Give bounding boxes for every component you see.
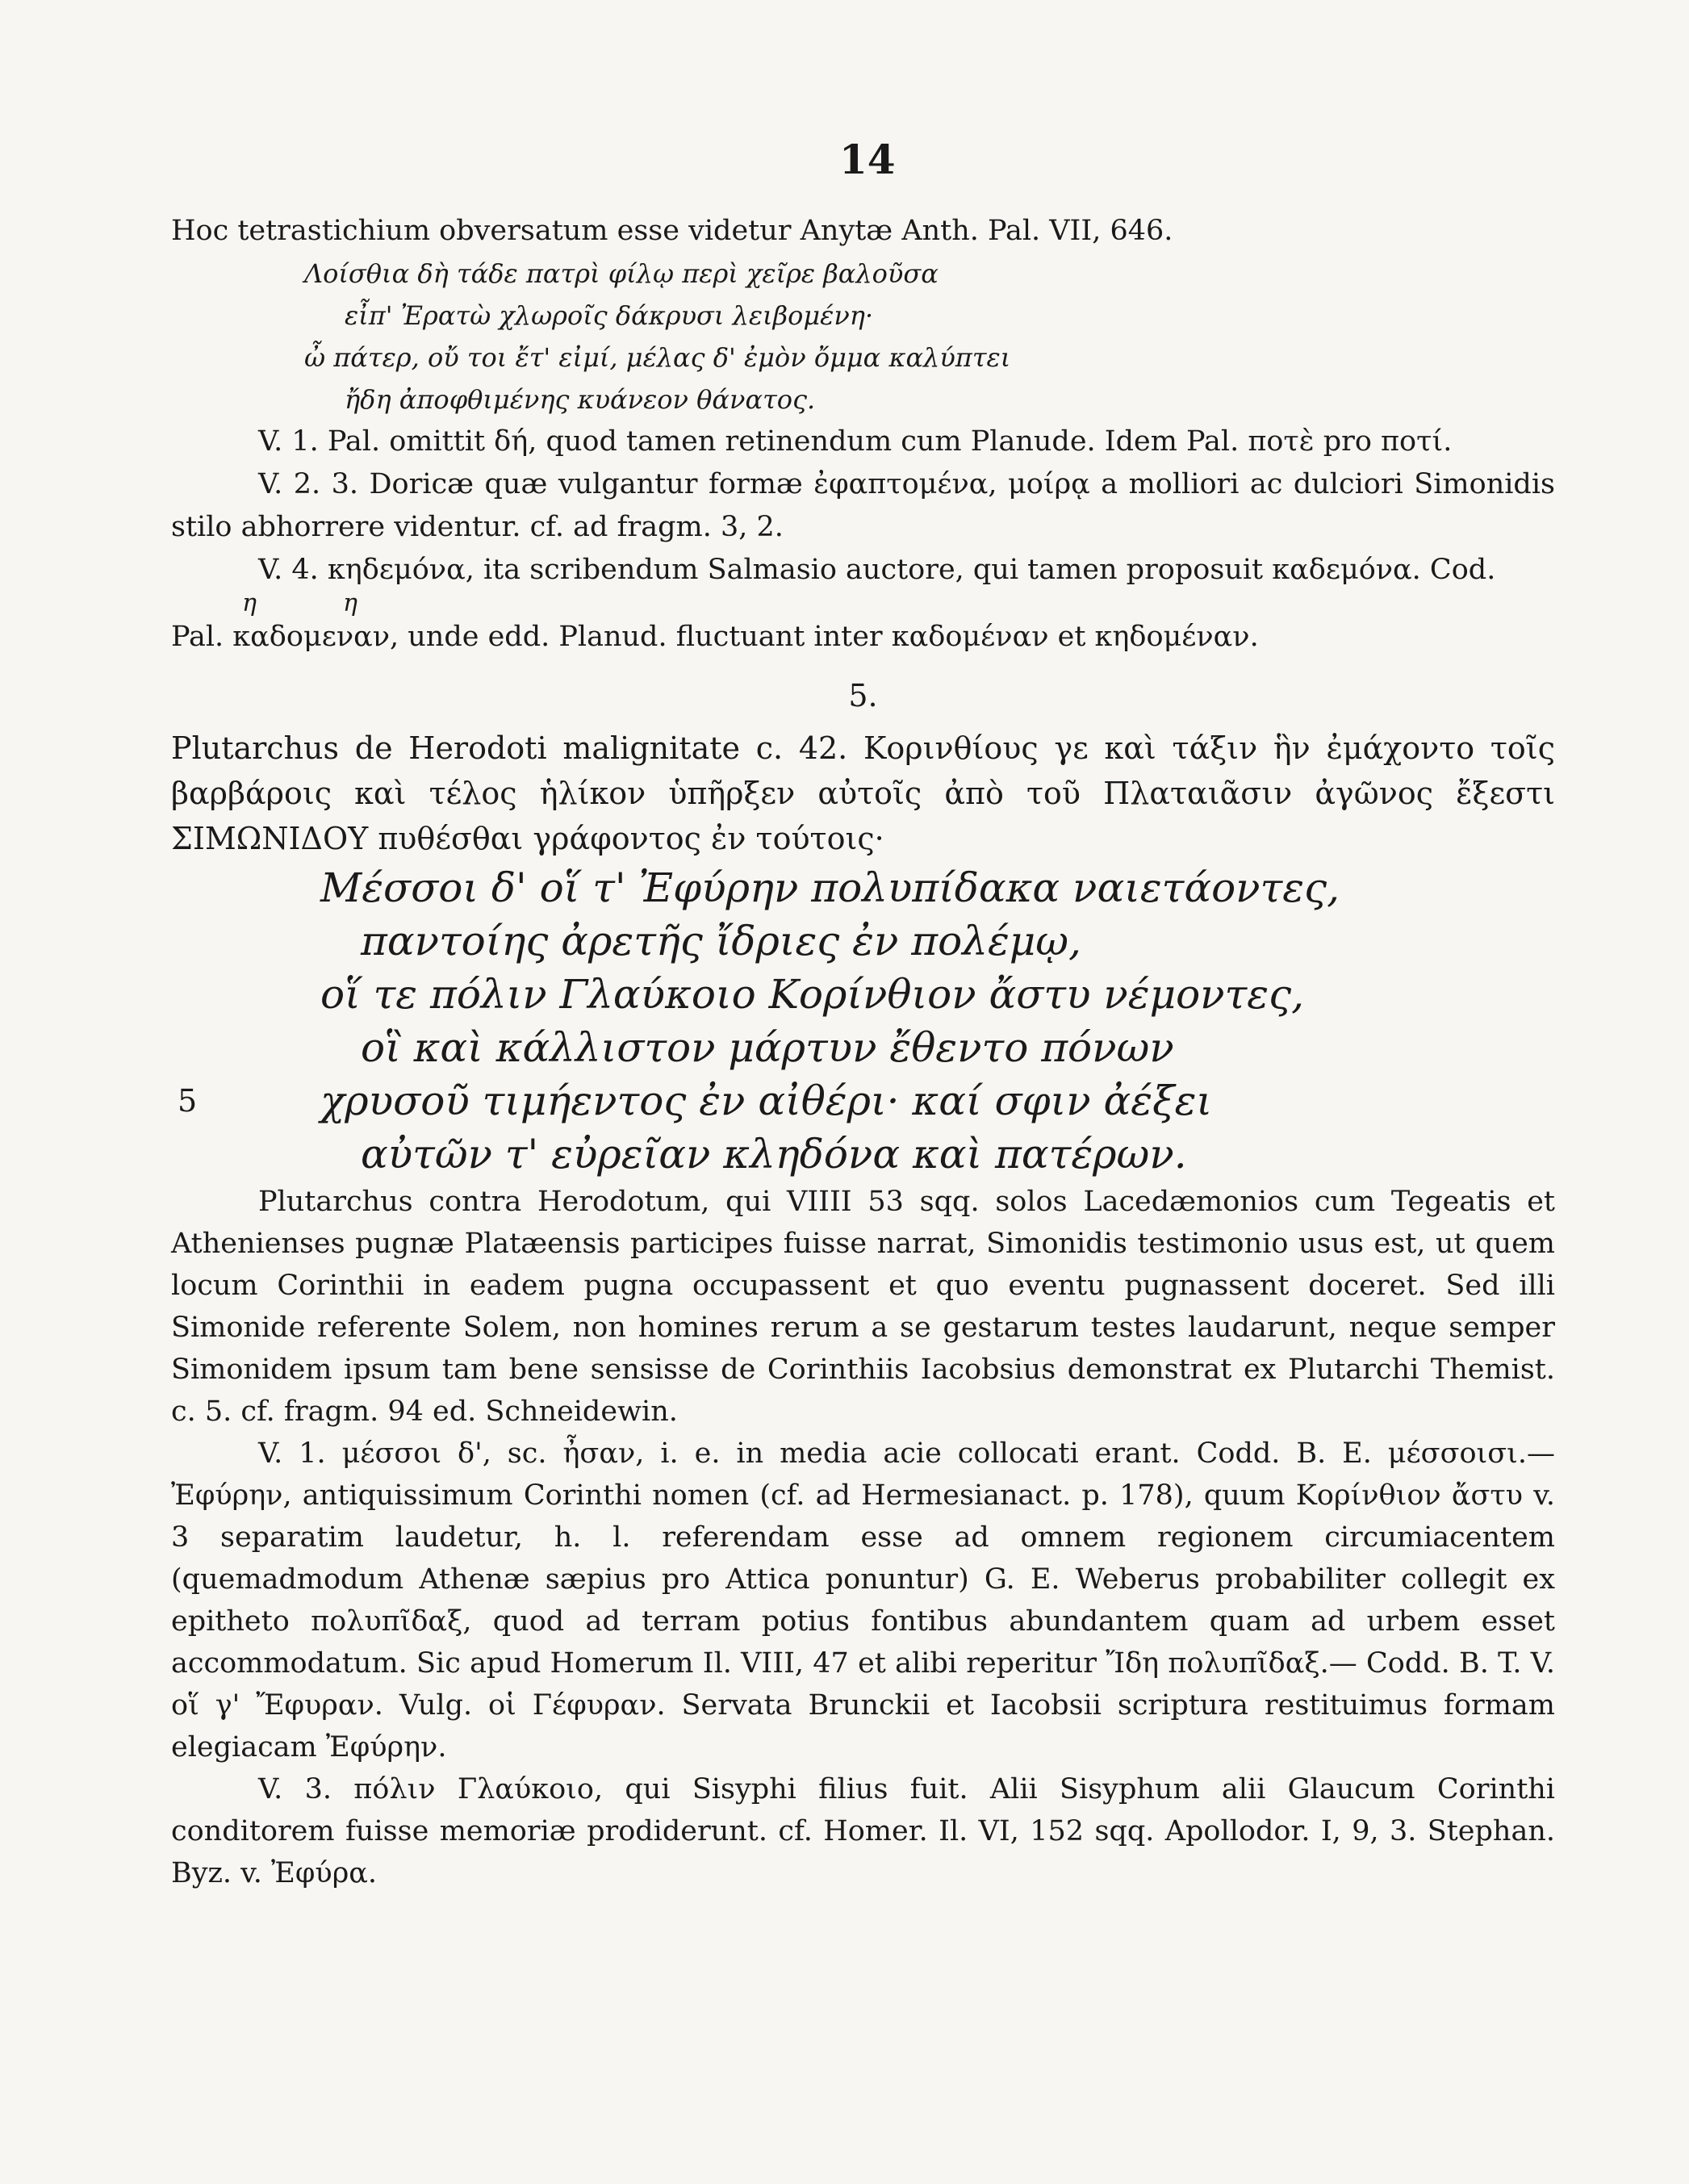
poem-line: οἵ τε πόλιν Γλαύκοιο Κορίνθιον ἄστυ νέμοντες, [320,971,1304,1018]
note-v2-3: V. 2. 3. Doricæ quæ vulgantur formæ ἐφαπτομένα, μοίρᾳ a molliori ac dulciori Simonidis stilo abhorrere videntur. cf. ad fragm. 3, 2. [171,468,1555,543]
note-v1: V. 1. Pal. omittit δή, quod tamen retinendum cum Planude. Idem Pal. ποτὲ pro ποτί. [258,425,1453,458]
poem-line: αὐτῶν τ' εὐρεῖαν κληδόνα καὶ πατέρων. [361,1131,1187,1178]
poem-line-number: 5 [178,1083,198,1119]
poem-line: παντοίης ἀρετῆς ἴδριες ἐν πολέμῳ, [361,918,1081,964]
quote-line: ἤδη ἀποφθιμένης κυάνεον θάνατος. [345,384,816,415]
page-content [171,210,1555,1894]
poem-line-5 [171,1074,1555,1128]
poem-line-text: χρυσοῦ τιμήεντος ἐν αἰθέρι· καί σφιν ἀέξει [320,1077,1213,1124]
commentary-v1: V. 1. μέσσοι δ', sc. ἦσαν, i. e. in media acie collocati erant. Codd. B. E. μέσσοισι.— Ἐφύρην, antiquissimum Corinthi nomen (cf. ad Hermesianact. p. 178), quum Κορίνθιον ἄστυ v. 3 separatim laudetur, h. l. referendam esse ad omnem regionem circumiacentem (quemadmodum Athenæ sæpius pro Attica ponuntur) G. E. Weberus probabiliter collegit ex epitheto πολυπῖδαξ, quod ad terram potius fontibus abundantem quam ad urbem esset accommodatum. Sic apud Homerum Il. VIII, 47 et alibi reperitur Ἴδη πολυπῖδαξ.— Codd. B. T. V. οἵ γ' Ἔφυραν. Vulg. οἱ Γέφυραν. Servata Brunckii et Iacobsii scriptura restituimus formam elegiacam Ἐφύρην. [171,1437,1555,1764]
page-number: 14 [839,136,896,183]
poem-line: Μέσσοι δ' οἵ τ' Ἐφύρην πολυπίδακα ναιετάοντες, [320,864,1340,911]
quote-line: ὦ πάτερ, οὔ τοι ἔτ' εἰμί, μέλας δ' ἐμὸν ὄμμα καλύπτει [304,342,1011,373]
anyte-quote [304,253,1555,420]
interlinear-marks [171,589,1555,617]
simonides-poem [171,861,1555,1181]
intro-paragraph: Hoc tetrastichium obversatum esse videtur Anytæ Anth. Pal. VII, 646. [171,215,1173,247]
note-v4: V. 4. κηδεμόνα, ita scribendum Salmasio auctore, qui tamen proposuit καδεμόνα. Cod. [258,554,1496,586]
poem-line: οἳ καὶ κάλλιστον μάρτυν ἔθεντο πόνων [361,1024,1174,1071]
commentary-v3: V. 3. πόλιν Γλαύκοιο, qui Sisyphi filius fuit. Alii Sisyphum alii Glaucum Corinthi conditorem fuisse memoriæ prodiderunt. cf. Homer. Il. VI, 152 sqq. Apollodor. I, 9, 3. Stephan. Byz. v. Ἐφύρα. [171,1773,1555,1889]
quote-line: εἶπ' Ἐρατὼ χλωροῖς δάκρυσι λειβομένη· [345,300,874,331]
note-v4-continued: Pal. καδομεναν, unde edd. Planud. fluctuant inter καδομέναν et κηδομέναν. [171,621,1259,653]
section-number: 5. [848,678,878,713]
quote-line: Λοίσθια δὴ τάδε πατρὶ φίλῳ περὶ χεῖρε βαλοῦσα [304,258,939,289]
interlinear-mark: η [343,589,357,617]
interlinear-mark: η [242,589,257,617]
plutarch-intro: Plutarchus de Herodoti malignitate c. 42. Κορινθίους γε καὶ τάξιν ἣν ἐμάχοντο τοῖς βαρβάροις καὶ τέλος ἡλίκον ὑπῆρξεν αὐτοῖς ἀπὸ τοῦ Πλαταιᾶσιν ἀγῶνος ἔξεστι ΣΙΜΩΝΙΔΟΥ πυθέσθαι γράφοντος ἐν τούτοις· [171,730,1555,856]
commentary-paragraph: Plutarchus contra Herodotum, qui VIIII 53 sqq. solos Lacedæmonios cum Tegeatis et Athenienses pugnæ Platæensis participes fuisse narrat, Simonidis testimonio usus est, ut quem locum Corinthii in eadem pugna occupassent et quo eventu pugnassent doceret. Sed illi Simonide referente Solem, non homines rerum a se gestarum testes laudarunt, neque semper Simonidem ipsum tam bene sensisse de Corinthiis Iacobsius demonstrat ex Plutarchi Themist. c. 5. cf. fragm. 94 ed. Schneidewin. [171,1186,1555,1428]
